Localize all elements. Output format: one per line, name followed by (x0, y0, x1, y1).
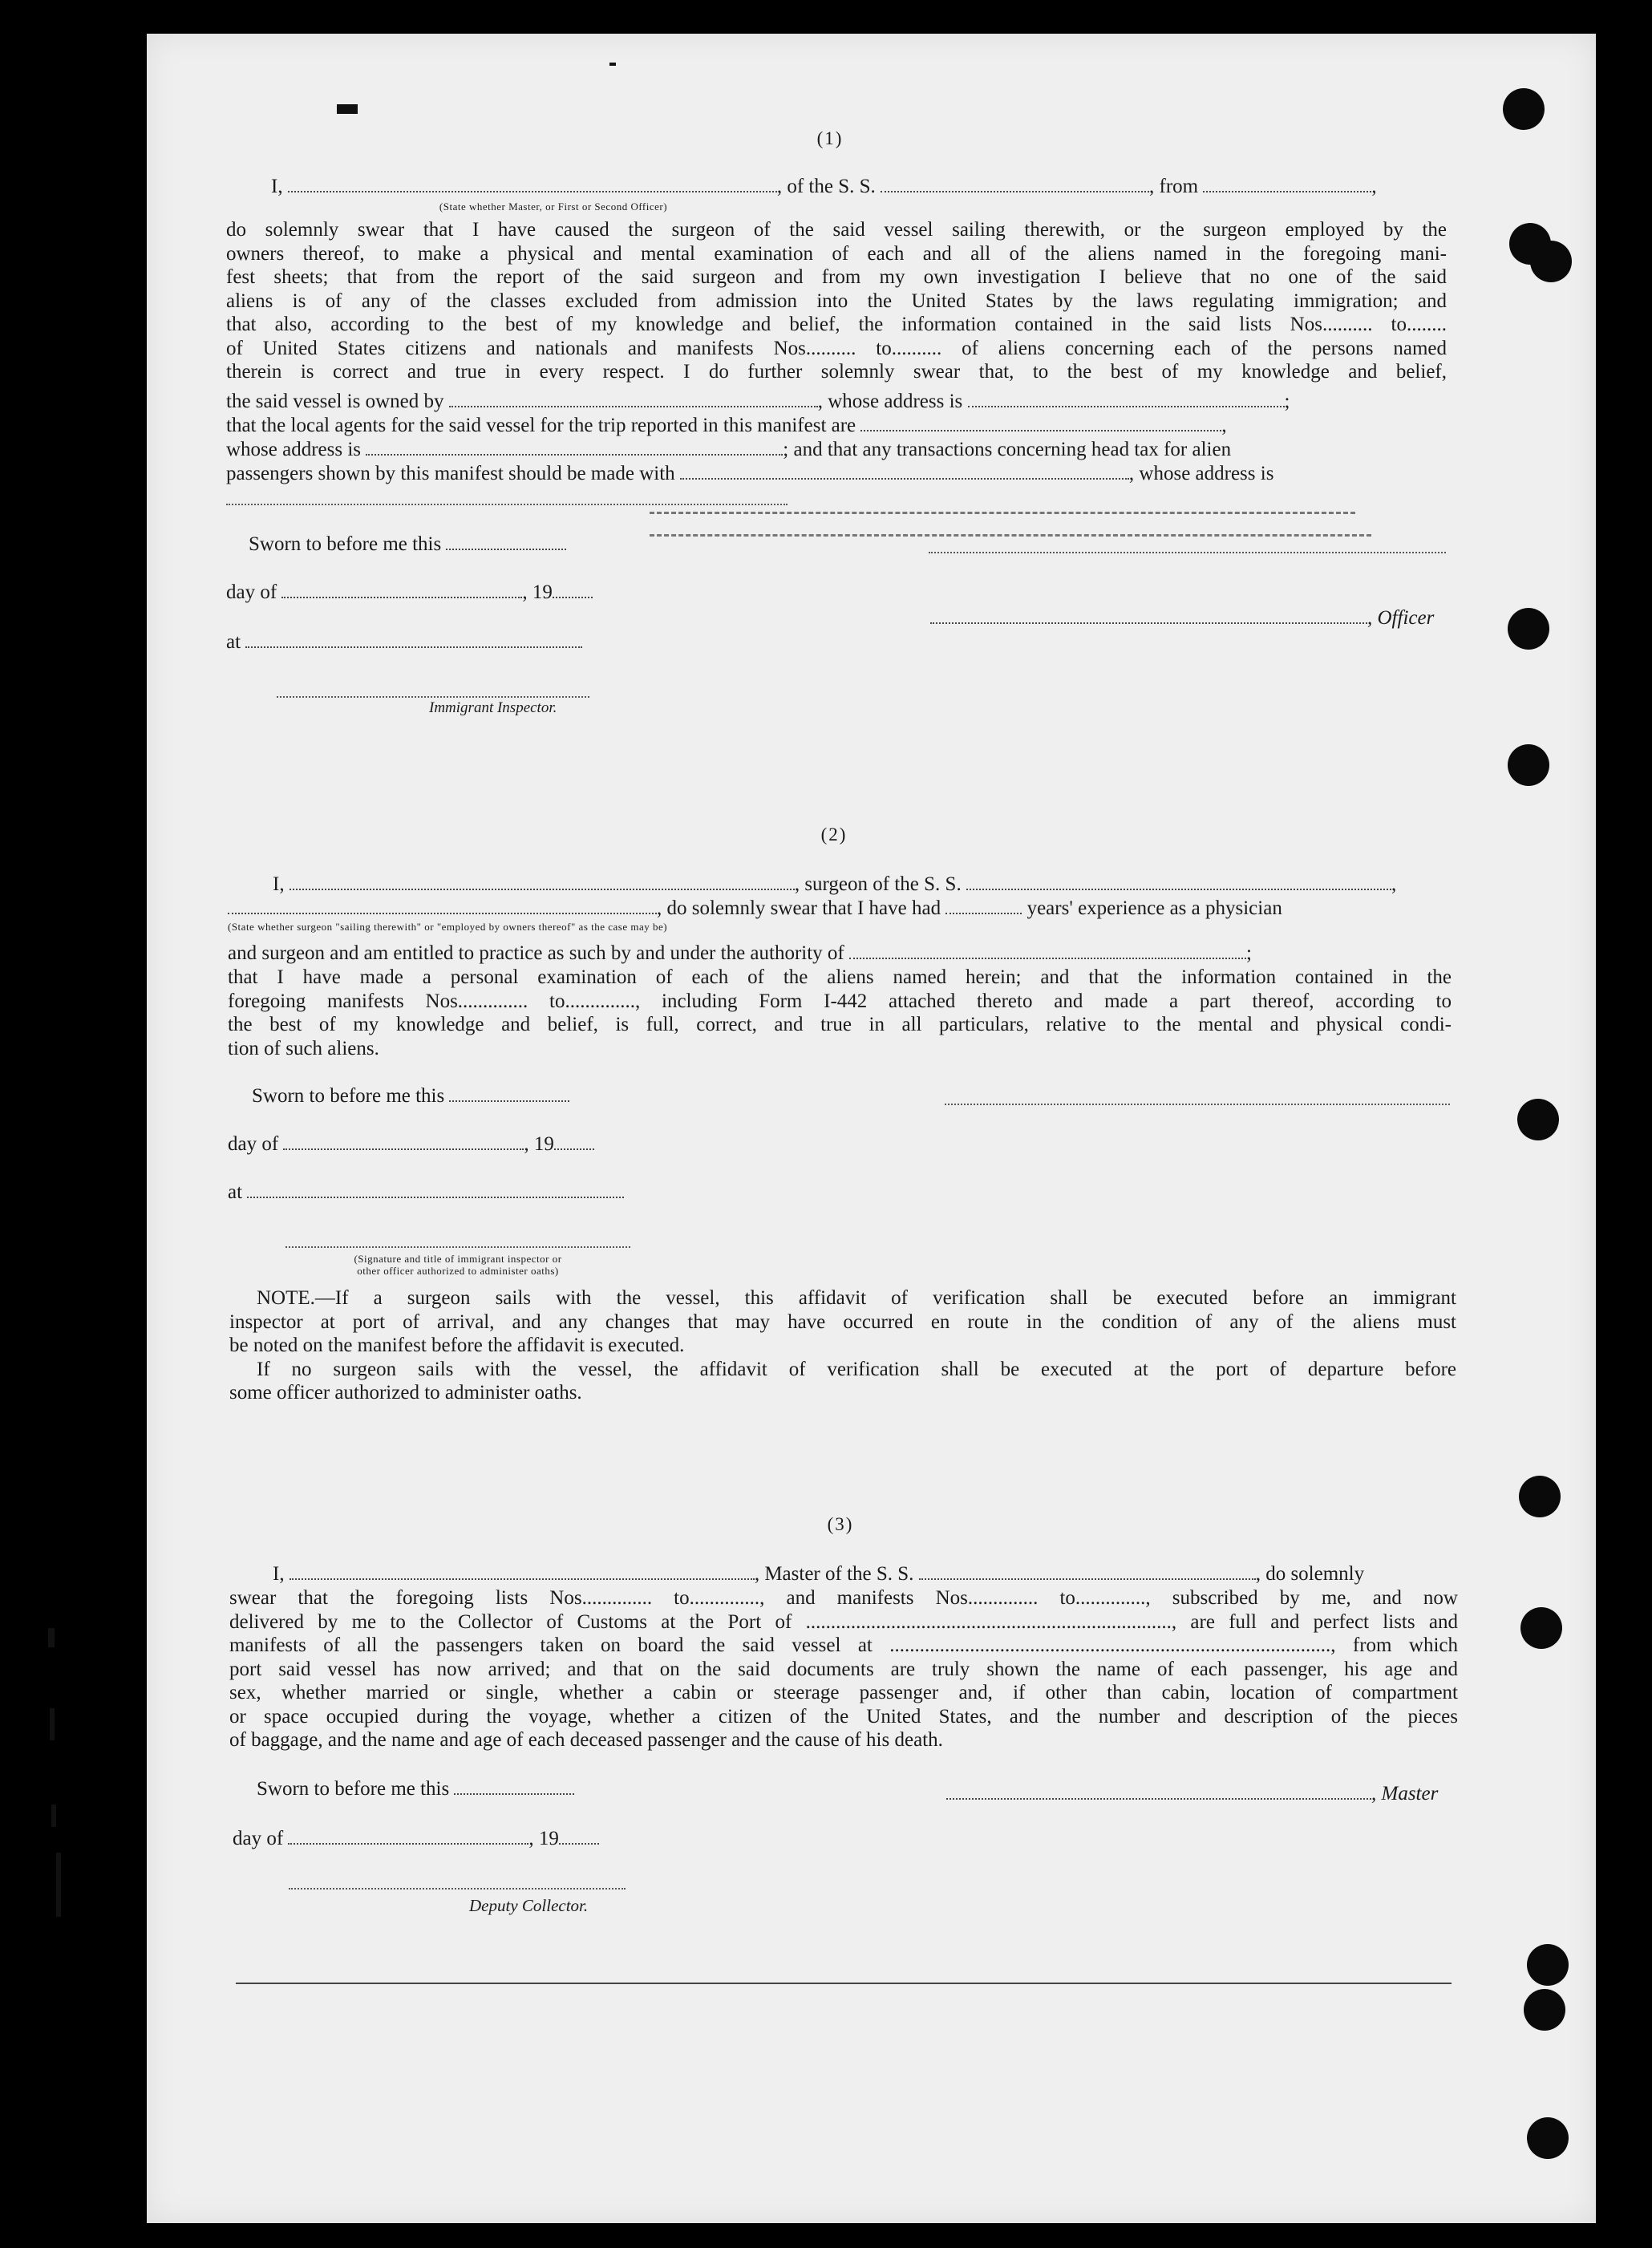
punch-hole (1520, 1607, 1562, 1649)
s1-signature-line (929, 550, 1446, 553)
faint-dashed-line (650, 510, 1355, 514)
scan-artifact (56, 1853, 61, 1917)
punch-hole (1527, 1944, 1569, 1986)
punch-hole (1508, 744, 1549, 786)
scan-artifact (51, 1804, 56, 1827)
s1-address-blank (226, 502, 788, 505)
s1-of-ss: , of the S. S. (776, 176, 876, 197)
s2-signature-line (945, 1102, 1450, 1105)
punch-hole (1527, 2117, 1569, 2159)
bottom-rule (236, 1981, 1452, 1984)
s1-body: do solemnly swear that I have caused the surgeon of the said vessel sailing therewith, or the surgeon employed by the owners thereof, to make a physical and mental examination of each and all of the aliens named in the foregoing mani- fest sheets; that from the report of the said surgeon and from my own investigation I believe that no one of the said aliens is of any of the classes excluded from admission into the United States by the laws regulating immigration; and that also, according to the best of my knowledge and belief, the information contained in the said lists Nos.......... to........ of United States citizens and nationals and manifests Nos.......... to.......... of aliens concerning each of the persons named therein is correct and true in every respect. I do further solemnly swear that, to the best of my knowledge and belief, (226, 219, 1447, 383)
s2-caption: (State whether surgeon "sailing therewith" or "employed by owners thereof" as the case may be) (228, 921, 668, 933)
s1-at: at (226, 630, 582, 654)
s3-collector-line (289, 1886, 626, 1890)
faint-dashed-line (650, 533, 1371, 537)
s3-body: swear that the foregoing lists Nos.............. to.............., and manifests Nos.............. to.............., subscribed by me, and now delivered by me to the Collector of Customs at the Port of ........................................................................., are full and perfect lists and manifests of all the passengers taken on board the said vessel at ........................................................................................, from which port said vessel has now arrived; and that on the said documents are truly shown the name of each passenger, his age and sex, whether married or single, whether a cabin or steerage passenger and, if other than cabin, location of compartment or space occupied during the voyage, whether a citizen of the United States, and the number and description of the pieces of baggage, and the name and age of each deceased passenger and the cause of his death. (229, 1587, 1458, 1751)
s2-sig-caption-1: (Signature and title of immigrant inspector or (354, 1253, 562, 1265)
scan-artifact (50, 1708, 55, 1740)
s1-address-line: whose address is ; and that any transactions concerning head tax for alien (226, 439, 1232, 460)
s1-inspector-line (277, 695, 589, 698)
scan-artifact (609, 63, 616, 66)
officer-label: , Officer (1367, 607, 1435, 629)
punch-hole (1517, 1099, 1559, 1140)
punch-hole (1524, 1989, 1565, 2031)
s1-agents-line: that the local agents for the said vessel for the trip reported in this manifest are , (226, 415, 1227, 436)
s1-from: , from (1149, 176, 1199, 197)
s2-body: that I have made a personal examination of each of the aliens named herein; and that the information contained in the foregoing manifests Nos.............. to.............., including Form I-442 attached thereto and made a part thereof, according to the best of my knowledge and belief, is full, correct, and true in all particulars, relative to the mental and physical condi- tion of such aliens. (228, 966, 1452, 1059)
punch-hole (1530, 241, 1572, 282)
section-2-number: (2) (820, 824, 848, 845)
scan-artifact (337, 104, 358, 114)
s2-line1: I, , surgeon of the S. S. , (273, 873, 1397, 895)
scan-artifact (48, 1628, 55, 1647)
punch-hole (1508, 608, 1549, 650)
s1-lead: I, (271, 176, 283, 197)
s1-day: day of , 19 (226, 581, 593, 605)
s2-inspector-line (285, 1245, 630, 1248)
s3-sworn: Sworn to before me this (257, 1777, 574, 1801)
s1-sworn: Sworn to before me this (249, 533, 566, 557)
note-body: NOTE.—If a surgeon sails with the vessel, this affidavit of verification shall be executed before an immigrant inspector at port of arrival, and any changes that may have occurred en route in the condition of any of the aliens must be noted on the manifest before the affidavit is executed. If no surgeon sails with the vessel, the affidavit of verification shall be executed at the port of departure before some officer authorized to administer oaths. (229, 1287, 1456, 1403)
s1-caption: (State whether Master, or First or Second Officer) (439, 200, 668, 213)
s2-day: day of , 19 (228, 1132, 594, 1156)
s1-passengers-line: passengers shown by this manifest should be made with , whose address is (226, 463, 1274, 484)
s3-day: day of , 19 (233, 1827, 599, 1851)
s2-line2: , do solemnly swear that I have had years' experience as a physician (228, 897, 1282, 921)
master-label: , Master (1371, 1783, 1439, 1804)
s2-at: at (228, 1181, 624, 1205)
s1-owned-line: the said vessel is owned by , whose address is ; (226, 391, 1290, 412)
punch-hole (1519, 1476, 1561, 1517)
s1-line1: I, , of the S. S. , from , (271, 176, 1377, 197)
deputy-collector-label: Deputy Collector. (469, 1896, 589, 1915)
section-1-number: (1) (816, 128, 844, 148)
s3-line1: I, , Master of the S. S. , do solemnly (273, 1563, 1365, 1585)
immigrant-inspector-label: Immigrant Inspector. (429, 699, 557, 716)
s2-authority-line: and surgeon and am entitled to practice as such by and under the authority of ; (228, 942, 1252, 964)
s2-sig-caption-2: other officer authorized to administer oaths) (357, 1265, 559, 1277)
s2-sworn: Sworn to before me this (252, 1084, 569, 1108)
section-3-number: (3) (827, 1514, 854, 1534)
s3-master-line (946, 1782, 1438, 1806)
punch-hole (1503, 88, 1545, 130)
s1-officer-line (930, 606, 1434, 630)
